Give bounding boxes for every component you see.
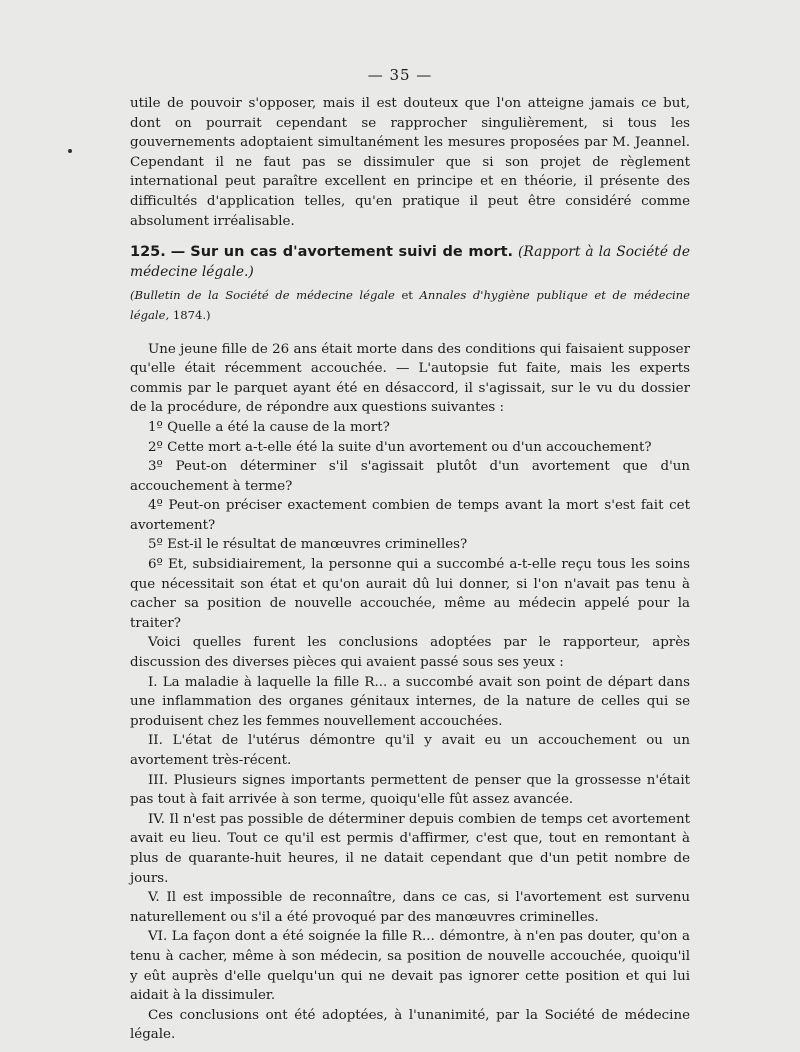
citation-year: 1874.) xyxy=(172,307,211,322)
citation-bulletin: (Bulletin de la Société de médecine légale xyxy=(130,288,395,303)
case-paragraph: Une jeune fille de 26 ans était morte dans des conditions qui faisaient supposer qu'elle était récemment accouchée. — L'autopsie fut faite, mais les experts commis par le parquet ayant été en désaccord, il s'agissait, sur le vu du dossier de la procédure, de répondre aux questions suivantes : xyxy=(130,341,690,416)
citation-annales: Annales d'hygiène publique et de médecine légale, xyxy=(130,288,691,322)
question-item: 2º Cette mort a-t-elle été la suite d'un avortement ou d'un accouchement? xyxy=(148,439,652,455)
conclusion-item: II. L'état de l'utérus démontre qu'il y avait eu un accouchement ou un avortement très-récent. xyxy=(130,733,690,768)
paragraph-continuation: utile de pouvoir s'opposer, mais il est douteux que l'on atteigne jamais ce but, dont on pourrait cependant se rapprocher singulièrement, si tous les gouvernements adoptaient simultanément les mesures proposées par M. Jeannel. Cependant il ne faut pas se dissimuler que si son projet de règlement international peut paraître excellent en principe et en théorie, il présente des difficultés d'application telles, qu'en pratique il peut être considéré comme absolument irréalisable. xyxy=(130,96,690,229)
conclusion-item: VI. La façon dont a été soignée la fille R... démontre, à n'en pas douter, qu'on a tenu à cacher, même à son médecin, sa position de nouvelle accouchée, quoiqu'il y eût auprès d'elle quelqu'un qui ne devait pas ignorer cette position et qui lui aidait à la dissimuler. xyxy=(130,929,690,1004)
question-item: 1º Quelle a été la cause de la mort? xyxy=(148,419,390,435)
conclusion-item: I. La maladie à laquelle la fille R... a succombé avait son point de départ dans une inflammation des organes génitaux internes, de la nature de celles qui se produisent chez les femmes nouvellement accouchées. xyxy=(130,674,690,729)
conclusion-item: III. Plusieurs signes importants permettent de penser que la grossesse n'était pas tout à fait arrivée à son terme, quoiqu'elle fût assez avancée. xyxy=(130,772,690,808)
question-item: 5º Est-il le résultat de manœuvres criminelles? xyxy=(148,537,468,553)
page-number: — 35 — xyxy=(367,66,433,84)
question-item: 4º Peut-on préciser exactement combien de temps avant la mort s'est fait cet avortement? xyxy=(130,498,690,533)
final-paragraph: Ces conclusions ont été adoptées, à l'unanimité, par la Société de médecine légale. xyxy=(130,1007,690,1043)
conclusion-item: V. Il est impossible de reconnaître, dans ce cas, si l'avortement est survenu naturellement ou s'il a été provoqué par des manœuvres criminelles. xyxy=(130,890,690,925)
page-body xyxy=(130,94,690,1045)
source-citation xyxy=(130,286,690,325)
conclusion-item: IV. Il n'est pas possible de déterminer depuis combien de temps cet avortement avait eu lieu. Tout ce qu'il est permis d'affirmer, c'est que, tout en remontant à plus de quarante-huit heures, il ne datait cependant que d'un petit nombre de jours. xyxy=(130,811,690,886)
conclusions-intro: Voici quelles furent les conclusions adoptées par le rapporteur, après discussion des diverses pièces qui avaient passé sous ses yeux : xyxy=(130,635,690,671)
section-number: 125. xyxy=(130,244,166,261)
question-item: 3º Peut-on déterminer s'il s'agissait plutôt d'un avortement que d'un accouchement à terme? xyxy=(130,459,690,494)
ink-speck xyxy=(68,149,72,153)
citation-connector: et xyxy=(401,288,413,303)
section-title: Sur un cas d'avortement suivi de mort. xyxy=(190,244,514,261)
section-subtitle: (Rapport à la Société de médecine légale.) xyxy=(130,244,690,280)
section-heading xyxy=(130,243,690,282)
section-dash: — xyxy=(170,244,186,261)
question-item: 6º Et, subsidiairement, la personne qui a succombé a-t-elle reçu tous les soins que nécessitait son état et qu'on aurait dû lui donner, si l'on n'avait pas tenu à cacher sa position de nouvelle accouchée, même au médecin appelé pour la traiter? xyxy=(130,557,690,631)
